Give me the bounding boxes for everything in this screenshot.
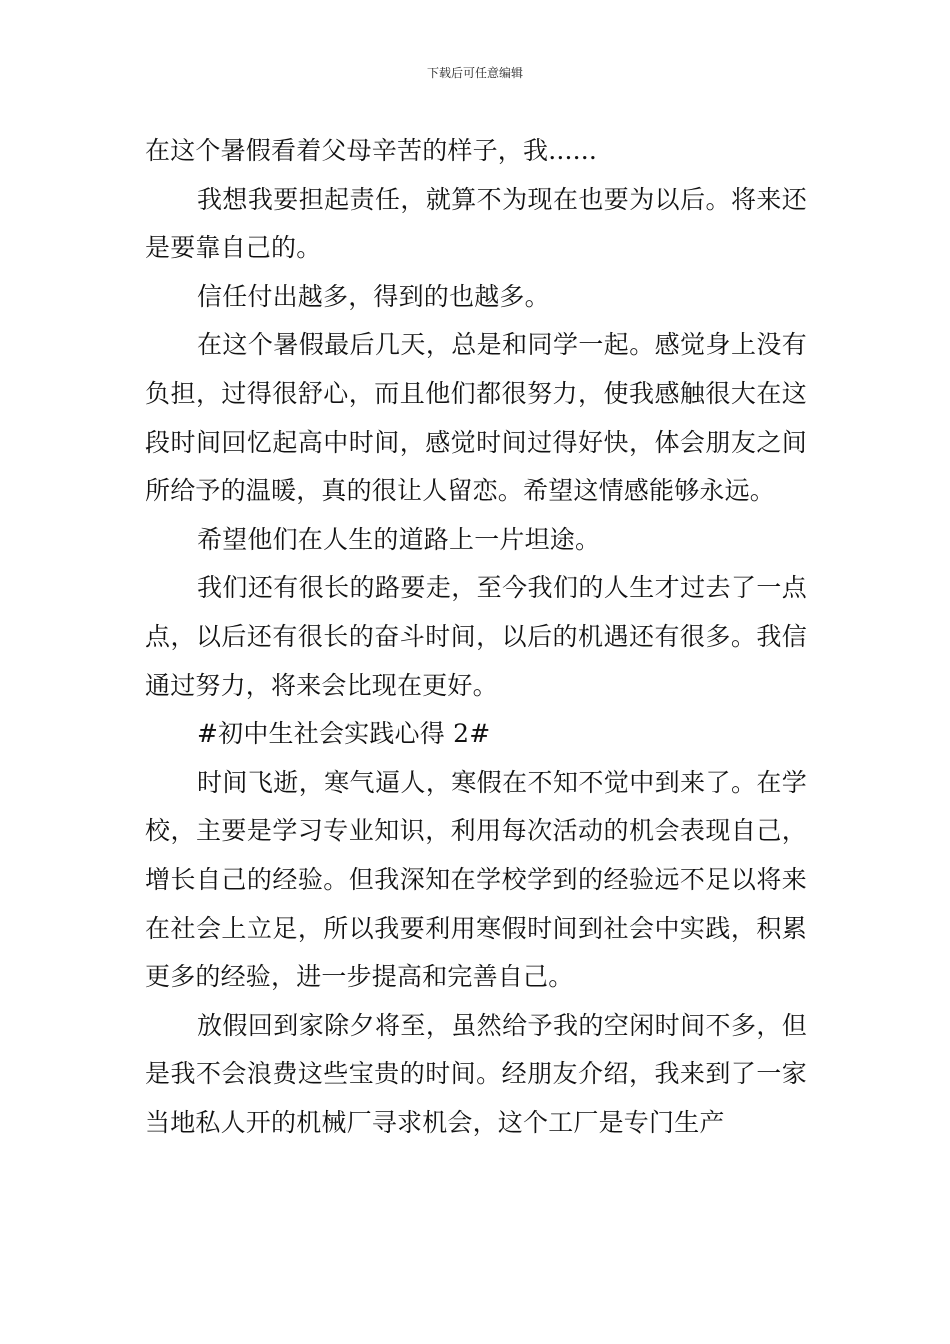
- paragraph-2: 我想我要担起责任，就算不为现在也要为以后。将来还是要靠自己的。: [145, 184, 807, 263]
- paragraph-6: 我们还有很长的路要走，至今我们的人生才过去了一点点，以后还有很长的奋斗时间，以后的机遇还有很多。我信通过努力，将来会比现在更好。: [145, 573, 807, 700]
- document-body: [145, 127, 807, 1147]
- paragraph-4: 在这个暑假最后几天，总是和同学一起。感觉身上没有负担，过得很舒心，而且他们都很努力，使我感触很大在这段时间回忆起高中时间，感觉时间过得好快，体会朋友之间所给予的温暖，真的很让人留恋。希望这情感能够永远。: [145, 330, 807, 506]
- paragraph-5: 希望他们在人生的道路上一片坦途。: [197, 524, 601, 554]
- section-heading: #初中生社会实践心得 2#: [197, 719, 491, 749]
- paragraph-8: 放假回到家除夕将至，虽然给予我的空闲时间不多，但是我不会浪费这些宝贵的时间。经朋友介绍，我来到了一家当地私人开的机械厂寻求机会，这个工厂是专门生产: [145, 1010, 807, 1137]
- page-header: 下载后可任意编辑: [426, 66, 523, 80]
- paragraph-3: 信任付出越多，得到的也越多。: [197, 281, 550, 311]
- paragraph-1: 在这个暑假看着父母辛苦的样子，我......: [145, 136, 598, 165]
- paragraph-7: 时间飞逝，寒气逼人，寒假在不知不觉中到来了。在学校，主要是学习专业知识，利用每次活动的机会表现自己，增长自己的经验。但我深知在学校学到的经验远不足以将来在社会上立足，所以我要利用寒假时间到社会中实践，积累更多的经验，进一步提高和完善自己。: [145, 767, 807, 992]
